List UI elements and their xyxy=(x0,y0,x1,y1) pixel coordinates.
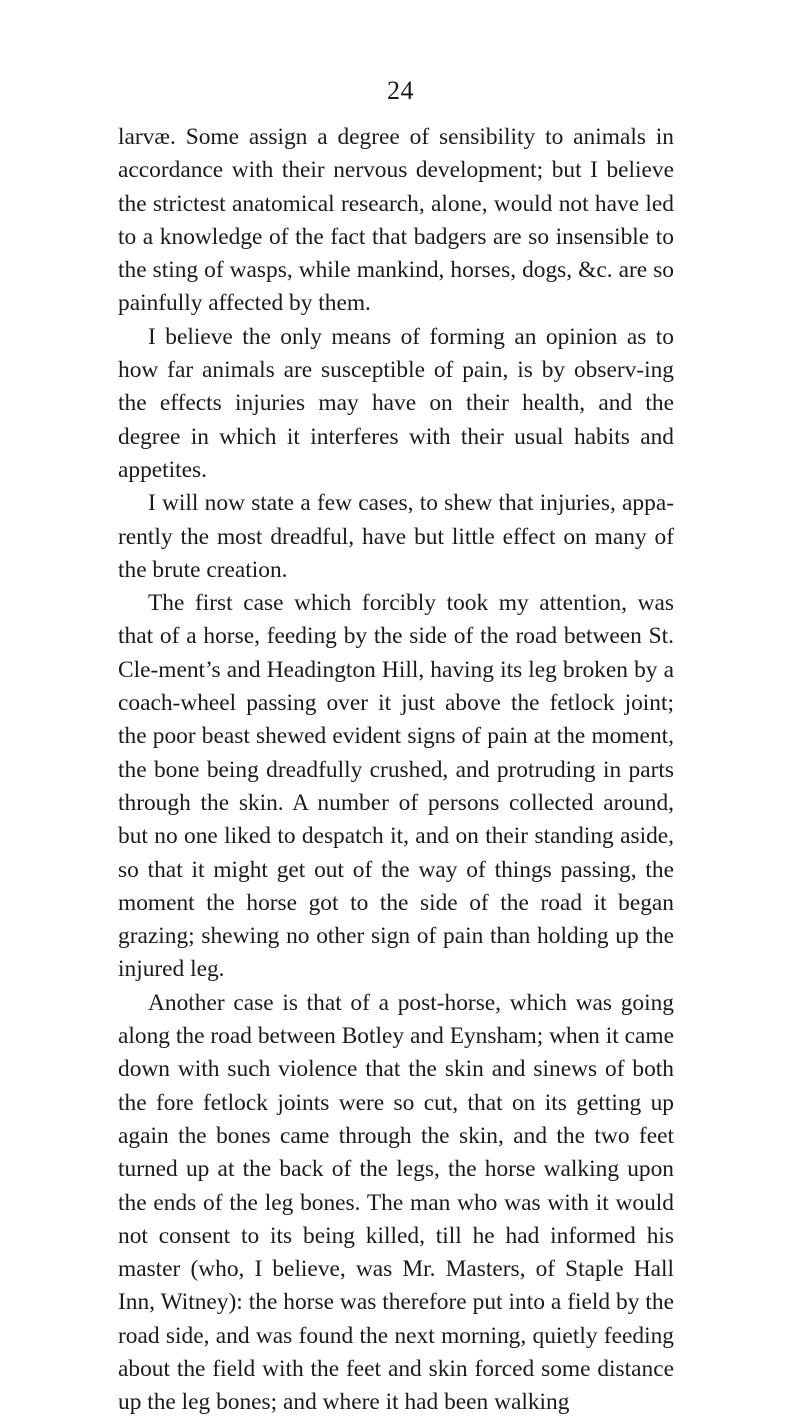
text-body xyxy=(118,121,674,1420)
paragraph-post-horse: Another case is that of a post-horse, which was going along the road between Botley and Eynsham; when it came down with such violence that the skin and sinews of both the fore fetlock joints were so cut, that on its getting up again the bones came through the skin, and the two feet turned up at the back of the legs, the horse walking upon the ends of the leg bones. The man who was with it would not consent to its being killed, till he had informed his master (who, I believe, was Mr. Masters, of Staple Hall Inn, Witney): the horse was therefore put into a field by the road side, and was found the next morning, quietly feeding about the field with the feet and skin forced some distance up the leg bones; and where it had been walking xyxy=(118,989,674,1416)
paragraph-forming-opinion: I believe the only means of forming an opinion as to how far animals are susceptible of pain, is by observ-ing the effects injuries may have on their health, and the degree in which it interferes with their usual habits and appetites. xyxy=(118,323,674,483)
paragraph-state-cases: I will now state a few cases, to shew that injuries, appa-rently the most dreadful, have but little effect on many of the brute creation. xyxy=(118,490,674,583)
paragraph-larvae: larvæ. Some assign a degree of sensibility to animals in accordance with their nervous development; but I believe the strictest anatomical research, alone, would not have led to a knowledge of the fact that badgers are so insensible to the sting of wasps, while mankind, horses, dogs, &c. are so painfully affected by them. xyxy=(118,124,674,317)
page-number: 24 xyxy=(387,76,414,105)
paragraph-first-case: The first case which forcibly took my attention, was that of a horse, feeding by the side of the road between St. Cle-ment’s and Headington Hill, having its leg broken by a coach-wheel passing over it just above the fetlock joint; the poor beast shewed evident signs of pain at the moment, the bone being dreadfully crushed, and protruding in parts through the skin. A number of persons collected around, but no one liked to despatch it, and on their standing aside, so that it might get out of the way of things passing, the moment the horse got to the side of the road it began grazing; shewing no other sign of pain than holding up the injured leg. xyxy=(118,590,674,983)
